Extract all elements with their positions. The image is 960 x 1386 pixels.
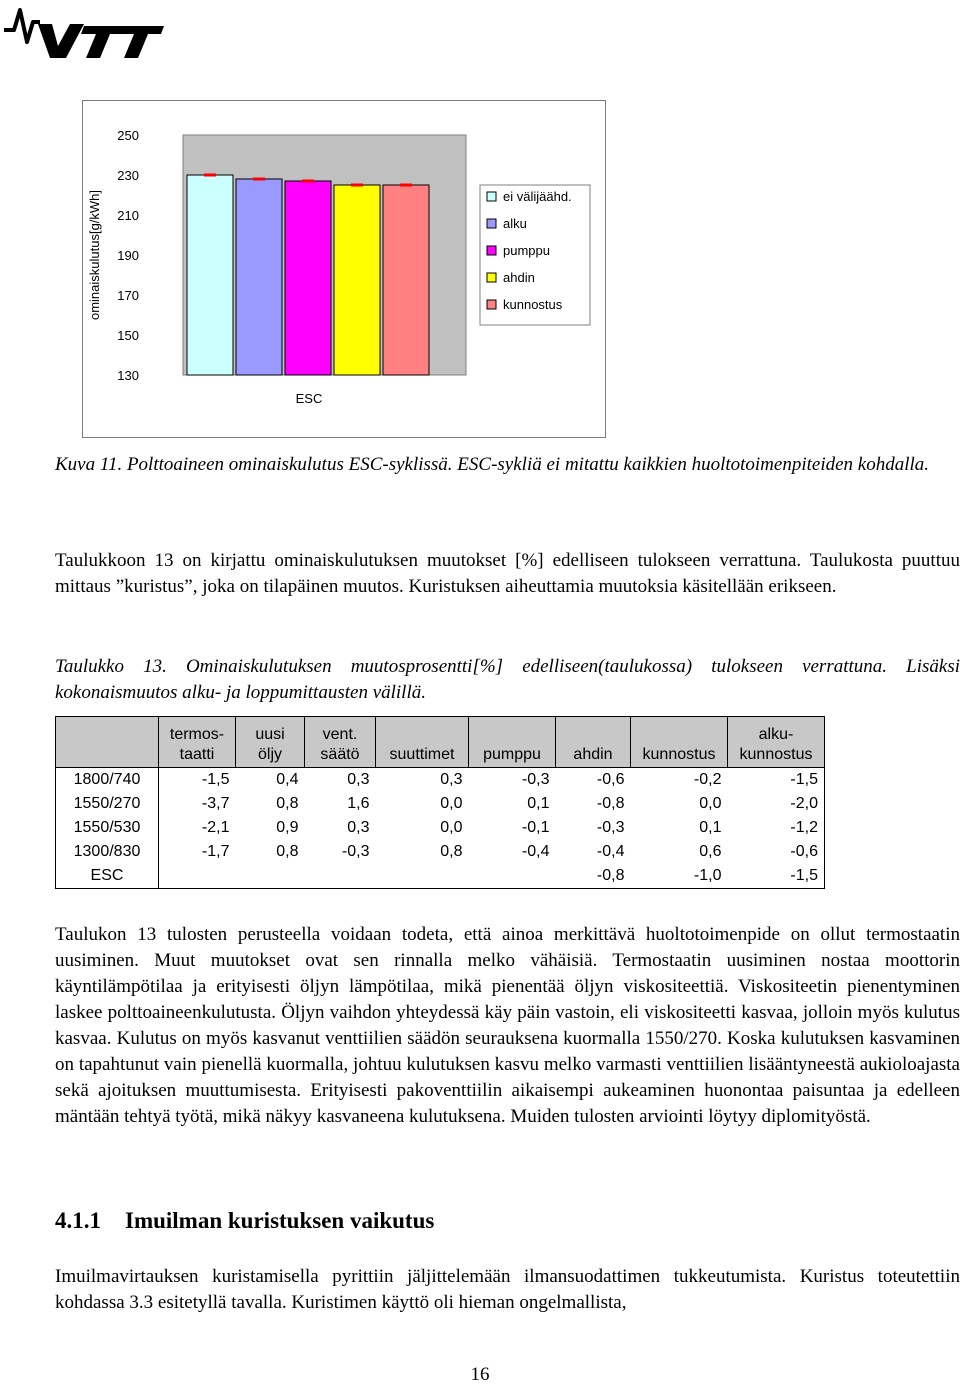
table-cell: -0,6 <box>596 771 625 788</box>
table-cell: -1,5 <box>728 864 825 889</box>
header-suuttimet: suuttimet <box>376 717 469 768</box>
bar-0 <box>187 175 233 375</box>
legend-label-3: ahdin <box>503 270 535 285</box>
table-cell: -1,5 <box>201 771 230 788</box>
table-cell: 0,0 <box>699 795 722 812</box>
section-heading <box>55 1208 434 1234</box>
table-row <box>56 768 825 793</box>
y-tick-label: 190 <box>117 248 139 263</box>
page-number: 16 <box>470 1364 490 1385</box>
chart-frame <box>82 100 606 438</box>
table-row <box>56 864 825 889</box>
table-cell: 0,1 <box>699 819 722 836</box>
header-kunnostus: kunnostus <box>631 717 728 768</box>
legend-label-2: pumppu <box>503 243 550 258</box>
table-cell: -2,1 <box>201 819 230 836</box>
y-tick-label: 150 <box>117 328 139 343</box>
bar-4 <box>383 185 429 375</box>
table-cell: 0,1 <box>527 795 550 812</box>
x-category-label: ESC <box>295 391 323 406</box>
header-alku-kunnostus: alku- kunnostus <box>728 717 825 768</box>
row-label: 1800/740 <box>56 768 159 793</box>
table-row <box>56 816 825 840</box>
table-cell: 0,0 <box>440 819 463 836</box>
table-cell: -0,3 <box>521 771 550 788</box>
table-cell: 0,3 <box>440 771 463 788</box>
table-cell: -0,4 <box>521 843 550 860</box>
row-label: 1550/270 <box>56 792 159 816</box>
bar-2 <box>285 181 331 375</box>
table-cell: -1,0 <box>631 864 728 889</box>
y-tick-label: 210 <box>117 208 139 223</box>
table-cell: 0,8 <box>276 843 299 860</box>
table-cell: -0,4 <box>596 843 625 860</box>
y-tick-label: 170 <box>117 288 139 303</box>
legend-swatch-3 <box>487 273 496 282</box>
table-cell: 0,9 <box>276 819 299 836</box>
paragraph-2: Taulukon 13 tulosten perusteella voidaan todeta, että ainoa merkittävä huoltotoimenpide on ollut termostaatin uusiminen. Muut muutokset ovat sen rinnalla melko vähäisiä. Termostaatin uusiminen nostaa moottorin käyntilämpötilaa ja erityisesti öljyn lämpötilaa, mikä pienentää öljyn viskositeettiä. Viskositeetin pienentyminen laskee polttoaineenkulutusta. Öljyn vaihdon yhteydessä käy päin vastoin, eli viskositeetti kasvaa, jolloin myös kulutus kasvaa. Kulutus on myös kasvanut venttiilien säädön seurauksena kuormalla 1550/270. Koska kulutuksen kasvaminen on tapahtunut vain pienellä kuormalla, johtuu kulutuksen kasvu melko varmasti venttiilien lisääntyneestä aukioloajasta sekä ajoituksen muuttumisesta. Erityisesti pakoventtiilin aikaisempi aukeaminen huonontaa paisuntaa ja edelleen mäntään tehtyä työtä, mikä näkyy kasvaneena kulutuksena. Muiden tulosten arviointi löytyy diplomityöstä. <box>55 924 960 1127</box>
legend-swatch-1 <box>487 219 496 228</box>
table-cell <box>376 864 469 889</box>
paragraph-1: Taulukkoon 13 on kirjattu ominaiskulutuksen muutokset [%] edelliseen tulokseen verrattuna. Taulukosta puuttuu mittaus ”kuristus”, joka on tilapäinen muutos. Kuristuksen aiheuttamia muutoksia käsitellään erikseen. <box>55 550 960 597</box>
table-cell: -0,6 <box>728 840 825 864</box>
vtt-logo <box>0 0 170 62</box>
header-blank <box>56 717 159 768</box>
section-title: Imuilman kuristuksen vaikutus <box>125 1208 435 1233</box>
header-uusi-oljy: uusi öljy <box>236 717 305 768</box>
table-row <box>56 792 825 816</box>
y-tick-label: 250 <box>117 128 139 143</box>
header-ahdin: ahdin <box>556 717 631 768</box>
y-tick-label: 130 <box>117 368 139 383</box>
table-cell: 0,6 <box>699 843 722 860</box>
table-row <box>56 840 825 864</box>
header-vent-saato: vent. säätö <box>305 717 376 768</box>
table-cell: -0,2 <box>693 771 722 788</box>
table-cell: 0,3 <box>347 819 370 836</box>
table-cell: 0,8 <box>276 795 299 812</box>
table-cell <box>159 864 236 889</box>
y-tick-label: 230 <box>117 168 139 183</box>
table-cell: 0,8 <box>440 843 463 860</box>
y-axis-label: ominaiskulutus[g/kWh] <box>87 189 102 321</box>
row-label: 1550/530 <box>56 816 159 840</box>
table-cell: 0,0 <box>440 795 463 812</box>
section-number: 4.1.1 <box>55 1208 101 1233</box>
paragraph-3: Imuilmavirtauksen kuristamisella pyrittiin jäljittelemään ilmansuodattimen tukkeutumista. Kuristus toteutettiin kohdassa 3.3 esitetyllä tavalla. Kuristimen käyttö oli hieman ongelmallista, <box>55 1266 960 1313</box>
row-label: 1300/830 <box>56 840 159 864</box>
bar-chart <box>83 101 605 437</box>
table-cell: -3,7 <box>201 795 230 812</box>
data-table <box>55 716 825 889</box>
table-cell: 0,3 <box>347 771 370 788</box>
legend-label-4: kunnostus <box>503 297 563 312</box>
table-cell: 1,6 <box>347 795 370 812</box>
table-cell: -1,2 <box>728 816 825 840</box>
table-cell: -0,8 <box>556 864 631 889</box>
table-cell: -0,1 <box>521 819 550 836</box>
table-cell <box>236 864 305 889</box>
header-pumppu: pumppu <box>469 717 556 768</box>
legend-label-1: alku <box>503 216 527 231</box>
legend-swatch-2 <box>487 246 496 255</box>
legend-swatch-4 <box>487 300 496 309</box>
table-cell: 0,4 <box>276 771 299 788</box>
bar-1 <box>236 179 282 375</box>
table-header-row <box>56 717 825 768</box>
table-cell: -2,0 <box>728 792 825 816</box>
bar-3 <box>334 185 380 375</box>
table-cell <box>469 864 556 889</box>
row-label: ESC <box>56 864 159 889</box>
table-cell: -0,3 <box>341 843 370 860</box>
legend-label-0: ei välijäähd. <box>503 189 572 204</box>
legend-swatch-0 <box>487 192 496 201</box>
table-cell: -0,3 <box>596 819 625 836</box>
figure-caption: Kuva 11. Polttoaineen ominaiskulutus ESC-syklissä. ESC-sykliä ei mitattu kaikkien huoltotoimenpiteiden kohdalla. <box>55 454 930 475</box>
table-cell <box>305 864 376 889</box>
table-cell: -1,5 <box>728 768 825 793</box>
table-caption: Taulukko 13. Ominaiskulutuksen muutosprosentti[%] edelliseen(taulukossa) tulokseen verrattuna. Lisäksi kokonaismuutos alku- ja loppumittausten välillä. <box>55 656 960 703</box>
header-termostaatti: termos- taatti <box>159 717 236 768</box>
table-cell: -0,8 <box>596 795 625 812</box>
table-cell: -1,7 <box>201 843 230 860</box>
